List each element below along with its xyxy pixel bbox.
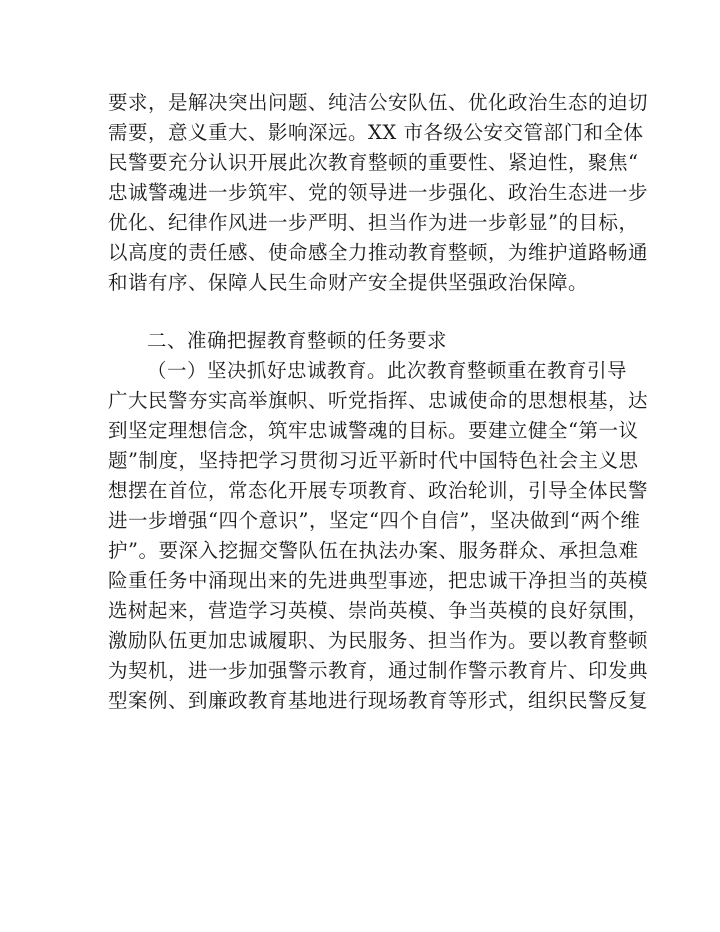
body-text-line: 险重任务中涌现出来的先进典型事迹，把忠诚干净担当的英模: [108, 569, 649, 592]
subsection-heading-line: （一）坚决抓好忠诚教育。此次教育整顿重在教育引导: [147, 359, 628, 382]
body-text-line: 选树起来，营造学习英模、崇尚英模、争当英模的良好氛围，: [108, 599, 649, 622]
body-text-line: 护”。要深入挖掘交警队伍在执法办案、服务群众、承担急难: [108, 539, 639, 562]
body-text-line: 型案例、到廉政教育基地进行现场教育等形式，组织民警反复: [108, 689, 649, 712]
body-text-line: 以高度的责任感、使命感全力推动教育整顿，为维护道路畅通: [108, 241, 649, 264]
body-text-line: 广大民警夯实高举旗帜、听党指挥、忠诚使命的思想根基，达: [108, 389, 649, 412]
body-text-line: 优化、纪律作风进一步严明、担当作为进一步彰显”的目标，: [108, 211, 639, 234]
body-text-line: 忠诚警魂进一步筑牢、党的领导进一步强化、政治生态进一步: [108, 181, 649, 204]
body-text-line: 到坚定理想信念，筑牢忠诚警魂的目标。要建立健全“第一议: [108, 419, 639, 442]
body-text-line: 进一步增强“四个意识”，坚定“四个自信”，坚决做到“两个维: [108, 509, 641, 532]
body-text-line: 题”制度，坚持把学习贯彻习近平新时代中国特色社会主义思: [108, 449, 639, 472]
body-text-line: 为契机，进一步加强警示教育，通过制作警示教育片、印发典: [108, 659, 649, 682]
section-heading: 二、准确把握教育整顿的任务要求: [147, 329, 448, 352]
body-text-line: 激励队伍更加忠诚履职、为民服务、担当作为。要以教育整顿: [108, 629, 649, 652]
body-text-line: 和谐有序、保障人民生命财产安全提供坚强政治保障。: [108, 271, 589, 294]
body-text-line: 想摆在首位，常态化开展专项教育、政治轮训，引导全体民警: [108, 479, 649, 502]
body-text-line: 需要，意义重大、影响深远。XX 市各级公安交管部门和全体: [108, 121, 644, 144]
body-text-line: 要求，是解决突出问题、纯洁公安队伍、优化政治生态的迫切: [108, 91, 649, 114]
body-text-line: 民警要充分认识开展此次教育整顿的重要性、紧迫性，聚焦“: [108, 151, 639, 174]
